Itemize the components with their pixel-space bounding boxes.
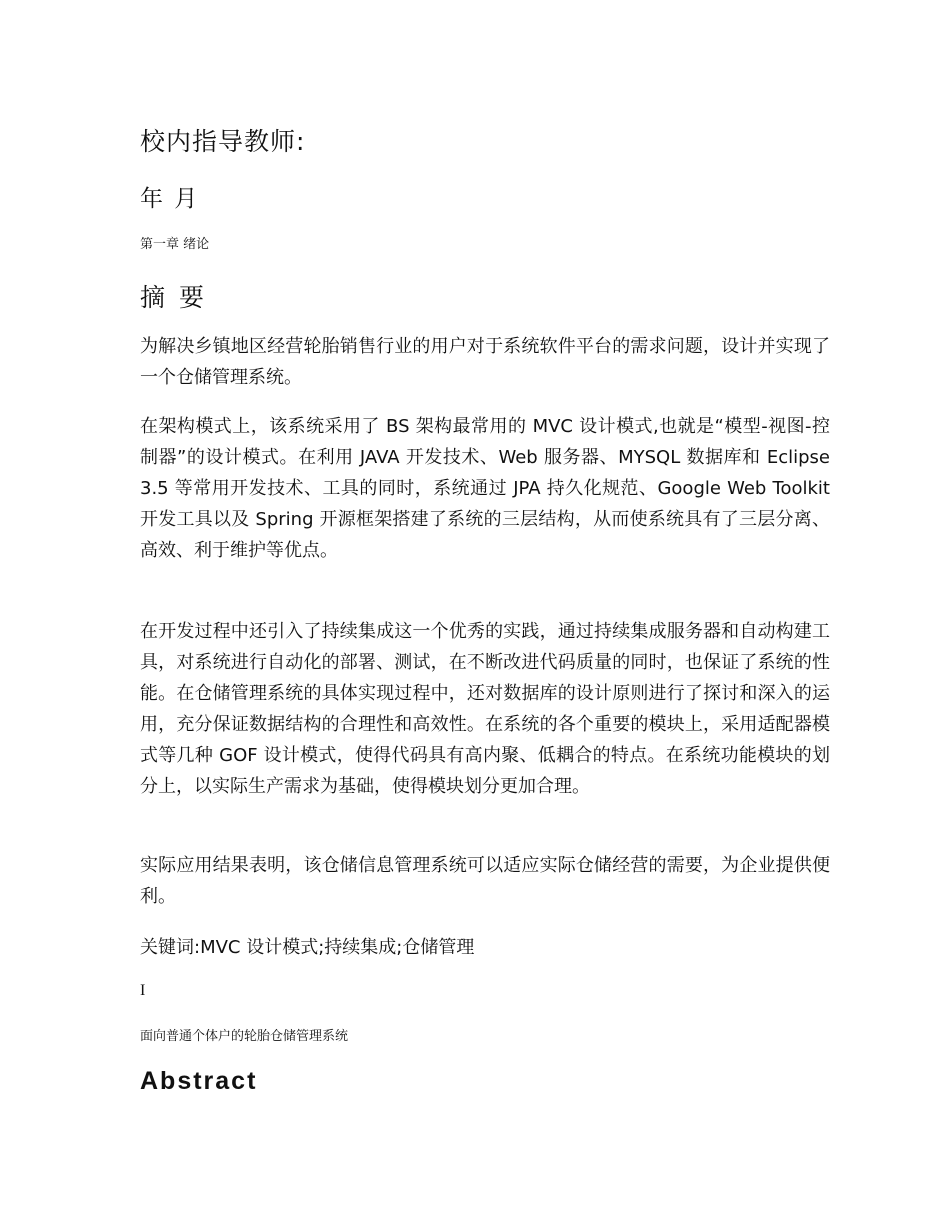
advisor-label: 校内指导教师: — [140, 127, 306, 156]
chapter-label: 第一章 绪论 — [140, 237, 210, 252]
abstract-paragraph-2: 在架构模式上，该系统采用了 BS 架构最常用的 MVC 设计模式,也就是“模型-视图-控制器”的设计模式。在利用 JAVA 开发技术、Web 服务器、MYSQL 数据库和 Eclipse 3.5 等常用开发技术、工具的同时，系统通过 JPA 持久化规范、Google Web Toolkit 开发工具以及 Spring 开源框架搭建了系统的三层结构，从而使系统具有了三层分离、高效、利于维护等优点。 — [140, 416, 830, 561]
running-title: 面向普通个体户的轮胎仓储管理系统 — [140, 1029, 349, 1044]
keywords-line: 关键词:MVC 设计模式;持续集成;仓储管理 — [140, 937, 475, 958]
abstract-paragraph-4: 实际应用结果表明，该仓储信息管理系统可以适应实际仓储经营的需要，为企业提供便利。 — [140, 855, 830, 907]
abstract-heading: 摘 要 — [140, 283, 207, 312]
english-abstract-heading: Abstract — [140, 1067, 258, 1095]
abstract-paragraph-3: 在开发过程中还引入了持续集成这一个优秀的实践，通过持续集成服务器和自动构建工具，对系统进行自动化的部署、测试，在不断改进代码质量的同时，也保证了系统的性能。在仓储管理系统的具体实现过程中，还对数据库的设计原则进行了探讨和深入的运用，充分保证数据结构的合理性和高效性。在系统的各个重要的模块上，采用适配器模式等几种 GOF 设计模式，使得代码具有高内聚、低耦合的特点。在系统功能模块的划分上，以实际生产需求为基础，使得模块划分更加合理。 — [140, 621, 830, 797]
date-label: 年 月 — [140, 186, 200, 212]
abstract-paragraph-1: 为解决乡镇地区经营轮胎销售行业的用户对于系统软件平台的需求问题，设计并实现了一个仓储管理系统。 — [140, 336, 830, 388]
page-number: I — [140, 982, 146, 999]
